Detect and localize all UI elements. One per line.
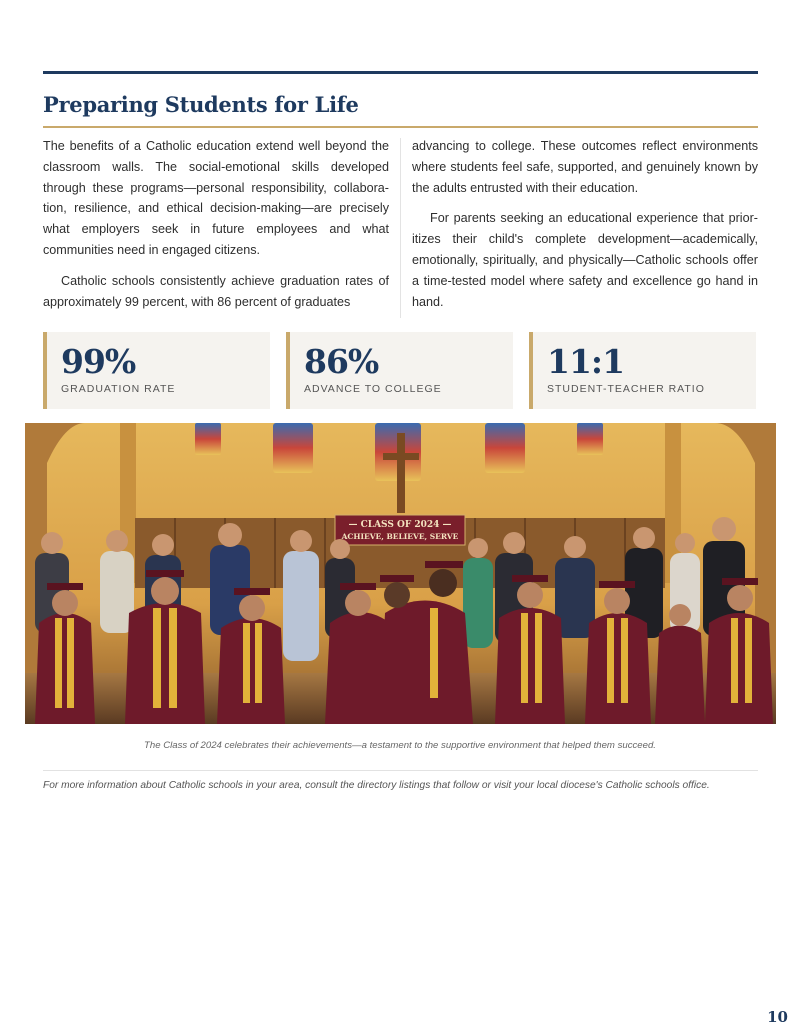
stat-card-graduation bbox=[43, 332, 270, 409]
stat-value: 86% bbox=[304, 342, 379, 381]
stat-value: 99% bbox=[61, 342, 136, 381]
stat-label: STUDENT-TEACHER RATIO bbox=[547, 383, 705, 395]
column-divider bbox=[400, 138, 401, 318]
paragraph-2: Catholic schools consistently achieve graduation rates of approximately 99 percent, with 86 percent of graduates bbox=[43, 273, 389, 309]
stat-label: GRADUATION RATE bbox=[61, 383, 176, 395]
title-underline bbox=[43, 126, 758, 128]
banner-motto: ACHIEVE, BELIEVE, SERVE bbox=[341, 532, 459, 541]
top-rule bbox=[43, 71, 758, 74]
body-column-left bbox=[43, 136, 389, 322]
paragraph-3: advancing to college. These outcomes reflect environments where students feel safe, supported, and genuinely known by the adults entrusted with their education. bbox=[412, 139, 758, 195]
stat-label: ADVANCE TO COLLEGE bbox=[304, 383, 442, 395]
paragraph-1: The benefits of a Catholic education extend well beyond the classroom walls. The social-emotional skills developed through these programs—personal responsibility, collabora-tion, resilience, and ethical decision-making—are precisely what employers seek in future employees and what communities need in engaged citizens. bbox=[43, 139, 389, 257]
photo-caption: The Class of 2024 celebrates their achievements—a testament to the supportive environment that helped them succeed. bbox=[144, 740, 656, 751]
stat-card-college bbox=[286, 332, 513, 409]
banner-title: — CLASS OF 2024 — bbox=[348, 520, 452, 530]
footnote: For more information about Catholic schools in your area, consult the directory listings that follow or visit your local diocese's Catholic schools office. bbox=[43, 780, 710, 791]
paragraph-4: For parents seeking an educational experience that prior-itizes their child's complete development—academically, emotionally, spiritually, and physically—Catholic schools offer a time-tested model where safety and excellence go hand in hand. bbox=[412, 211, 758, 309]
page-number: 10 bbox=[767, 1008, 788, 1026]
footer-divider bbox=[43, 770, 758, 771]
stat-card-ratio bbox=[529, 332, 756, 409]
graduation-photo bbox=[25, 423, 776, 724]
page-title: Preparing Students for Life bbox=[43, 92, 359, 117]
stat-value: 11:1 bbox=[547, 342, 625, 381]
body-column-right bbox=[412, 136, 758, 322]
